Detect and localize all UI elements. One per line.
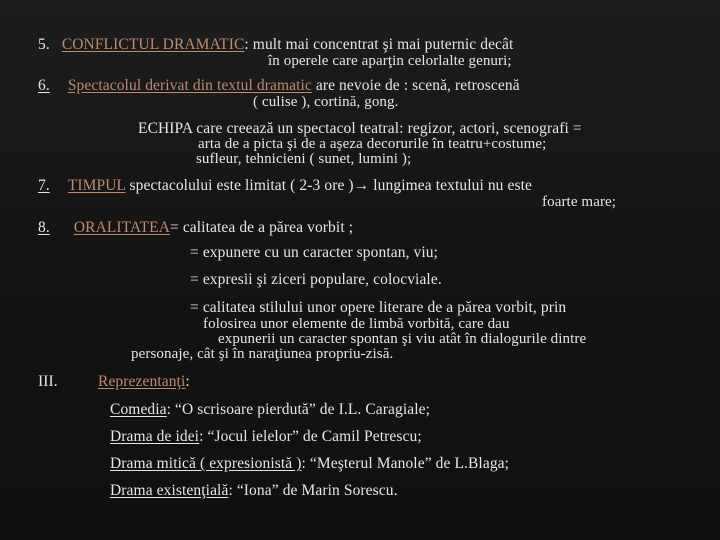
- work-genre-4: Drama existenţială: [110, 482, 229, 499]
- item-6-number: 6.: [38, 77, 50, 94]
- item-8-line-4a: = calitatea stilului unor opere literare de a părea vorbit, prin: [190, 299, 567, 316]
- item-5-number: 5.: [38, 36, 50, 53]
- item-8-line-3: = expresii şi ziceri populare, colocviale.: [190, 271, 442, 288]
- work-item-4: [110, 482, 398, 499]
- item-6-line-1: [38, 77, 520, 94]
- item-7-number: 7.: [38, 177, 50, 194]
- item-5-text-a: : mult mai concentrat şi mai puternic decât: [244, 36, 514, 53]
- work-text-1: : “O scrisoare pierdută” de I.L. Caragiale;: [166, 401, 431, 418]
- item-5-text-b: în operele care aparţin celorlalte genuri;: [268, 53, 512, 69]
- echipa-line-3: sufleur, tehnicieni ( sunet, lumini );: [196, 151, 412, 167]
- item-5-title: CONFLICTUL DRAMATIC: [61, 36, 245, 53]
- work-text-2: : “Jocul ielelor” de Camil Petrescu;: [199, 428, 422, 445]
- work-item-2: [110, 428, 422, 445]
- item-8-line-1: [38, 219, 353, 236]
- work-text-3: : “Meşterul Manole” de L.Blaga;: [301, 455, 510, 472]
- item-6-title: Spectacolul derivat din textul dramatic: [67, 77, 312, 94]
- echipa-line-1: ECHIPA care creează un spectacol teatral: regizor, actori, scenografi =: [138, 120, 582, 137]
- work-item-3: [110, 455, 509, 472]
- work-genre-1: Comedia: [110, 401, 167, 418]
- item-8-line-2: = expunere cu un caracter spontan, viu;: [190, 244, 439, 261]
- item-7-text-b: foarte mare;: [542, 194, 617, 210]
- section-3-heading: [98, 373, 190, 390]
- work-item-1: [110, 401, 430, 418]
- item-7-line-1: [38, 177, 532, 194]
- item-5-line-1: [38, 36, 513, 53]
- item-6-text-a: are nevoie de : scenă, retroscenă: [311, 77, 520, 94]
- echipa-line-2: arta de a picta şi de a aşeza decorurile în teatru+costume;: [198, 136, 547, 152]
- item-7-title: TIMPUL: [67, 177, 126, 194]
- item-6-text-b: ( culise ), cortină, gong.: [253, 94, 399, 110]
- section-3-colon: :: [185, 373, 190, 390]
- item-8-title: ORALITATEA: [73, 219, 170, 236]
- section-3-title: Reprezentanţi: [98, 373, 186, 390]
- item-8-line-4c: expunerii un caracter spontan şi viu atât în dialogurile dintre: [218, 331, 587, 347]
- item-8-text-a: = calitatea de a părea vorbit ;: [170, 219, 354, 236]
- item-8-line-4d: personaje, cât şi în naraţiunea propriu-zisă.: [131, 346, 394, 362]
- item-8-number: 8.: [38, 219, 50, 236]
- work-genre-3: Drama mitică ( expresionistă ): [110, 455, 302, 472]
- item-7-text-a: spectacolului este limitat ( 2-3 ore )→ lungimea textului nu este: [125, 177, 533, 194]
- section-3-number: III.: [38, 373, 58, 390]
- work-genre-2: Drama de idei: [110, 428, 200, 445]
- item-8-line-4b: folosirea unor elemente de limbă vorbită, care dau: [203, 316, 510, 332]
- work-text-4: : “Iona” de Marin Sorescu.: [228, 482, 398, 499]
